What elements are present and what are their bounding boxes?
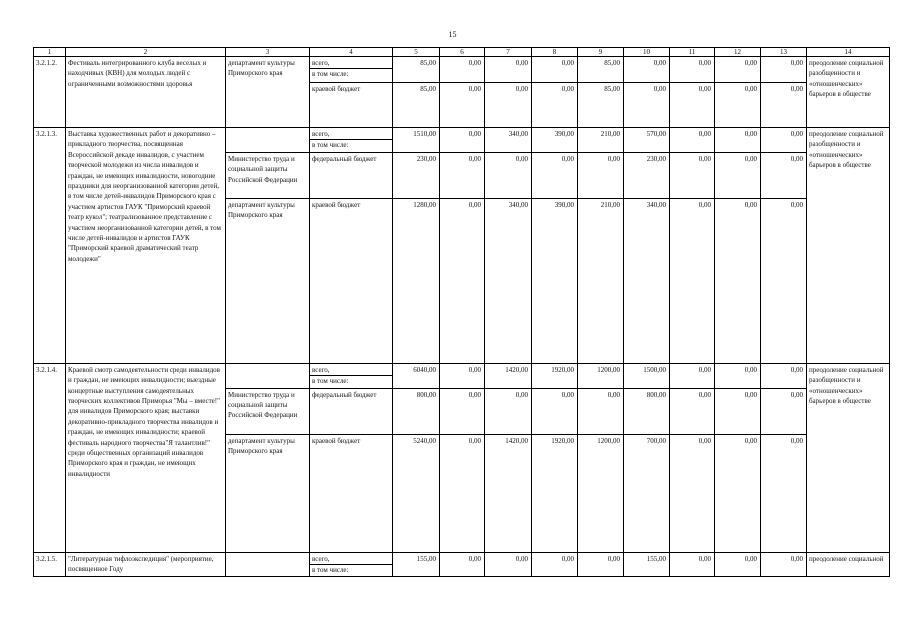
amount-cell: 0,00	[670, 198, 715, 363]
amount-cell: 0,00	[715, 83, 761, 128]
amount-cell: 0,00	[440, 388, 485, 434]
executor: Министерство труда и социальной защиты Российской Федерации	[226, 388, 310, 434]
funding-source-label: всего,	[310, 129, 392, 140]
funding-source	[310, 552, 393, 577]
column-number: 2	[66, 48, 226, 57]
amount-cell: 0,00	[761, 552, 807, 577]
amount-cell: 155,00	[624, 552, 670, 577]
table-row	[34, 363, 890, 388]
amount-cell: 210,00	[578, 128, 624, 153]
column-number: 1	[34, 48, 66, 57]
amount-cell: 1200,00	[578, 434, 624, 552]
funding-source	[310, 363, 393, 388]
amount-cell: 0,00	[761, 388, 807, 434]
amount-cell: 800,00	[393, 388, 440, 434]
column-number: 14	[807, 48, 890, 57]
amount-cell: 0,00	[761, 198, 807, 363]
executor: департамент культуры Приморского края	[226, 57, 310, 128]
amount-cell: 0,00	[715, 434, 761, 552]
funding-source-sublabel: в том числе:	[312, 141, 349, 150]
amount-cell: 0,00	[440, 57, 485, 83]
amount-cell: 1920,00	[532, 363, 578, 388]
executor-empty	[226, 552, 310, 577]
amount-cell: 0,00	[670, 388, 715, 434]
amount-cell: 0,00	[532, 152, 578, 198]
amount-cell: 0,00	[532, 83, 578, 128]
amount-cell: 0,00	[715, 363, 761, 388]
program-table	[33, 47, 890, 577]
amount-cell: 700,00	[624, 434, 670, 552]
amount-cell: 0,00	[761, 128, 807, 153]
table-row	[34, 57, 890, 83]
amount-cell: 0,00	[532, 552, 578, 577]
amount-cell: 800,00	[624, 388, 670, 434]
funding-source	[310, 388, 393, 434]
amount-cell: 0,00	[670, 128, 715, 153]
item-number: 3.2.1.3.	[34, 128, 66, 364]
amount-cell: 85,00	[393, 83, 440, 128]
funding-source-label: всего,	[310, 365, 392, 376]
amount-cell: 0,00	[485, 57, 532, 83]
column-number: 6	[440, 48, 485, 57]
amount-cell: 0,00	[670, 152, 715, 198]
funding-source-label: краевой бюджет	[312, 85, 361, 93]
expected-result: преодоление социальной разобщенности и «отношенческих» барьеров в обществе	[807, 57, 890, 128]
column-number: 12	[715, 48, 761, 57]
funding-source-label: краевой бюджет	[312, 436, 361, 445]
item-number: 3.2.1.2.	[34, 57, 66, 128]
item-name: Краевой смотр самодеятельности среди инвалидов и граждан, не имеющих инвалидности; выездные концертные выступления самодеятельных творческих коллективов Приморья "Мы – вместе!" для инвалидов Приморского края; выставки декоративно-прикладного творчества инвалидов и граждан, не имеющих инвалидности; краевой фестиваль народного творчества"Я талантлив!" среди общественных организаций инвалидов Приморского края и граждан, не имеющих инвалидности	[66, 363, 226, 552]
amount-cell: 5240,00	[393, 434, 440, 552]
amount-cell: 0,00	[578, 152, 624, 198]
amount-cell: 0,00	[761, 152, 807, 198]
amount-cell: 0,00	[440, 152, 485, 198]
item-name: Фестиваль интегрированного клуба веселых и находчивых (КВН) для молодых людей с ограниченными возможностями здоровья	[66, 57, 226, 128]
funding-source-sublabel: в том числе:	[312, 566, 349, 575]
funding-source-label: федеральный бюджет	[312, 154, 377, 163]
funding-source-label: федеральный бюджет	[312, 390, 377, 399]
column-number-row	[34, 48, 890, 57]
executor: департамент культуры Приморского края	[226, 434, 310, 552]
amount-cell: 1420,00	[485, 363, 532, 388]
column-number: 9	[578, 48, 624, 57]
amount-cell: 1500,00	[624, 363, 670, 388]
amount-cell: 85,00	[578, 83, 624, 128]
item-name: "Литературная тифлоэкспедиция" (мероприятие, посвященное Году	[66, 552, 226, 577]
funding-source	[310, 57, 393, 83]
amount-cell: 230,00	[624, 152, 670, 198]
column-number: 11	[670, 48, 715, 57]
amount-cell: 1200,00	[578, 363, 624, 388]
funding-source-sublabel: в том числе:	[312, 70, 349, 79]
expected-result: преодоление социальной	[807, 552, 890, 577]
amount-cell: 0,00	[485, 552, 532, 577]
expected-result: преодоление социальной разобщенности и «отношенческих» барьеров в обществе	[807, 363, 890, 552]
amount-cell: 0,00	[440, 552, 485, 577]
amount-cell: 0,00	[440, 128, 485, 153]
amount-cell: 0,00	[715, 128, 761, 153]
amount-cell: 0,00	[715, 57, 761, 83]
amount-cell: 0,00	[624, 57, 670, 83]
amount-cell: 0,00	[440, 83, 485, 128]
table-row	[34, 128, 890, 153]
amount-cell: 1420,00	[485, 434, 532, 552]
column-number: 5	[393, 48, 440, 57]
amount-cell: 210,00	[578, 198, 624, 363]
amount-cell: 0,00	[485, 83, 532, 128]
item-number: 3.2.1.5.	[34, 552, 66, 577]
page-number: 15	[448, 30, 457, 39]
amount-cell: 0,00	[715, 152, 761, 198]
amount-cell: 0,00	[440, 198, 485, 363]
amount-cell: 0,00	[485, 152, 532, 198]
executor: Министерство труда и социальной защиты Российской Федерации	[226, 152, 310, 198]
amount-cell: 0,00	[761, 434, 807, 552]
amount-cell: 1510,00	[393, 128, 440, 153]
executor: департамент культуры Приморского края	[226, 198, 310, 363]
amount-cell: 0,00	[670, 552, 715, 577]
amount-cell: 0,00	[578, 552, 624, 577]
funding-source-label: краевой бюджет	[312, 200, 361, 209]
funding-source	[310, 198, 393, 363]
amount-cell: 0,00	[670, 363, 715, 388]
funding-source	[310, 152, 393, 198]
amount-cell: 0,00	[485, 388, 532, 434]
amount-cell: 6040,00	[393, 363, 440, 388]
amount-cell: 0,00	[624, 83, 670, 128]
funding-source-sublabel: в том числе:	[312, 377, 349, 386]
funding-source	[310, 434, 393, 552]
expected-result: преодоление социальной разобщенности и «отношенческих» барьеров в обществе	[807, 128, 890, 364]
amount-cell: 85,00	[393, 57, 440, 83]
amount-cell: 0,00	[532, 57, 578, 83]
amount-cell: 0,00	[578, 388, 624, 434]
amount-cell: 0,00	[715, 552, 761, 577]
amount-cell: 0,00	[440, 434, 485, 552]
amount-cell: 0,00	[715, 198, 761, 363]
amount-cell: 0,00	[670, 57, 715, 83]
amount-cell: 1280,00	[393, 198, 440, 363]
amount-cell: 0,00	[532, 388, 578, 434]
amount-cell: 570,00	[624, 128, 670, 153]
amount-cell: 0,00	[715, 388, 761, 434]
table-body	[34, 48, 890, 577]
amount-cell: 0,00	[440, 363, 485, 388]
column-number: 10	[624, 48, 670, 57]
funding-source-label: всего,	[310, 58, 392, 69]
amount-cell: 1920,00	[532, 434, 578, 552]
item-name: Выставка художественных работ и декоративно – прикладного творчества, посвященная Всероссийской декаде инвалидов, с участием творческой молодежи из числа инвалидов и граждан, не имеющих инвалидности, новогодние праздники для неорганизованной категории детей, в том числе детей-инвалидов Приморского края с участием артистов ГАУК "Приморский краевой театр кукол"; театрализованное представление с участием неорганизованной категории детей, в том числе детей-инвалидов и артистов ГАУК "Приморский краевой драматический театр молодежи"	[66, 128, 226, 364]
amount-cell: 85,00	[578, 57, 624, 83]
executor-empty	[226, 363, 310, 388]
amount-cell: 230,00	[393, 152, 440, 198]
amount-cell: 0,00	[670, 83, 715, 128]
column-number: 4	[310, 48, 393, 57]
amount-cell: 340,00	[624, 198, 670, 363]
funding-source	[310, 128, 393, 153]
amount-cell: 340,00	[485, 128, 532, 153]
amount-cell: 155,00	[393, 552, 440, 577]
item-number: 3.2.1.4.	[34, 363, 66, 552]
amount-cell: 390,00	[532, 198, 578, 363]
amount-cell: 0,00	[761, 363, 807, 388]
column-number: 7	[485, 48, 532, 57]
amount-cell: 0,00	[761, 83, 807, 128]
column-number: 3	[226, 48, 310, 57]
funding-source	[310, 83, 393, 128]
amount-cell: 0,00	[761, 57, 807, 83]
column-number: 8	[532, 48, 578, 57]
table-row	[34, 552, 890, 577]
executor-empty	[226, 128, 310, 153]
amount-cell: 0,00	[670, 434, 715, 552]
column-number: 13	[761, 48, 807, 57]
amount-cell: 390,00	[532, 128, 578, 153]
amount-cell: 340,00	[485, 198, 532, 363]
funding-source-label: всего,	[310, 554, 392, 565]
